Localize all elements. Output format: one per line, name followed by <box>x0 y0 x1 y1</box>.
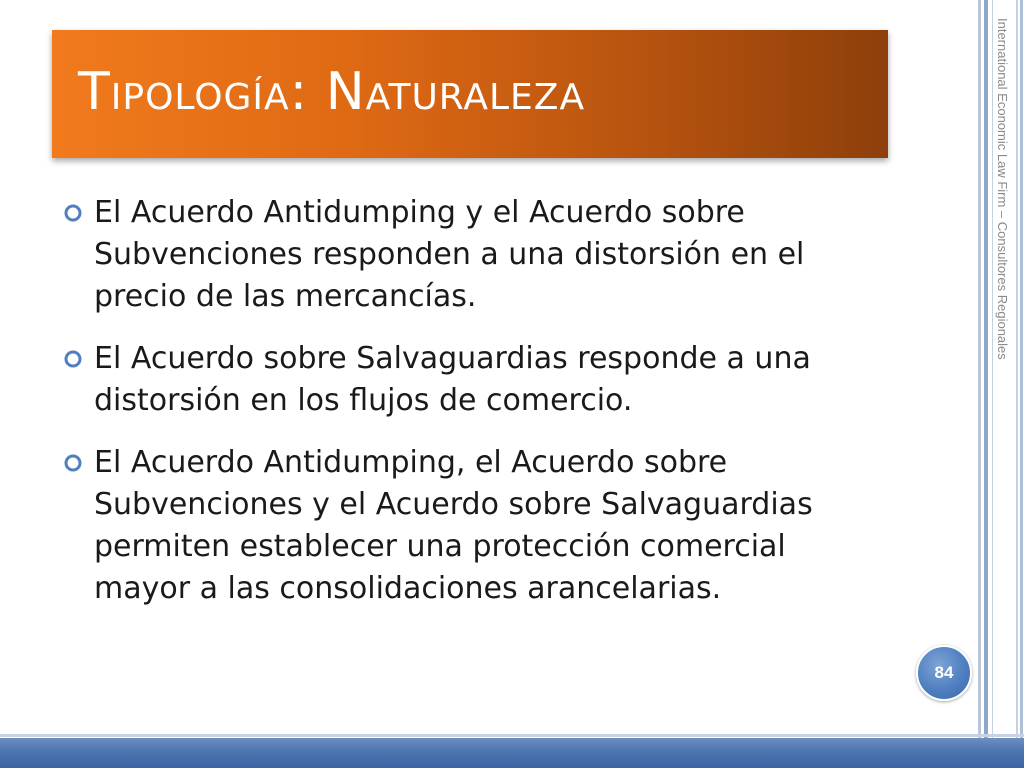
page-number: 84 <box>934 663 954 682</box>
bullet-list <box>62 192 882 630</box>
slide-title: Tipología: Naturaleza <box>78 62 586 122</box>
title-bar <box>52 30 888 158</box>
side-bar-line <box>1016 0 1018 740</box>
list-item <box>62 192 882 318</box>
circle-ring-bullet-icon <box>64 350 82 368</box>
page-number-badge <box>916 645 972 701</box>
bullet-text: El Acuerdo Antidumping y el Acuerdo sobre Subvenciones responden a una distorsión en el precio de las mercancías. <box>94 195 805 314</box>
list-item <box>62 338 882 422</box>
side-caption: International Economic Law Firm – Consultores Regionales <box>995 18 1010 360</box>
bottom-band <box>0 738 1024 768</box>
circle-ring-bullet-icon <box>64 454 82 472</box>
circle-ring-bullet-icon <box>64 204 82 222</box>
side-bar-line <box>978 0 981 740</box>
bullet-text: El Acuerdo Antidumping, el Acuerdo sobre Subvenciones y el Acuerdo sobre Salvaguardias permiten establecer una protección comercial mayor a las consolidaciones arancelarias. <box>94 445 813 606</box>
side-bar-line <box>984 0 988 740</box>
side-bar-line <box>1020 0 1023 740</box>
bullet-text: El Acuerdo sobre Salvaguardias responde a una distorsión en los flujos de comercio. <box>94 341 811 418</box>
list-item <box>62 442 882 610</box>
